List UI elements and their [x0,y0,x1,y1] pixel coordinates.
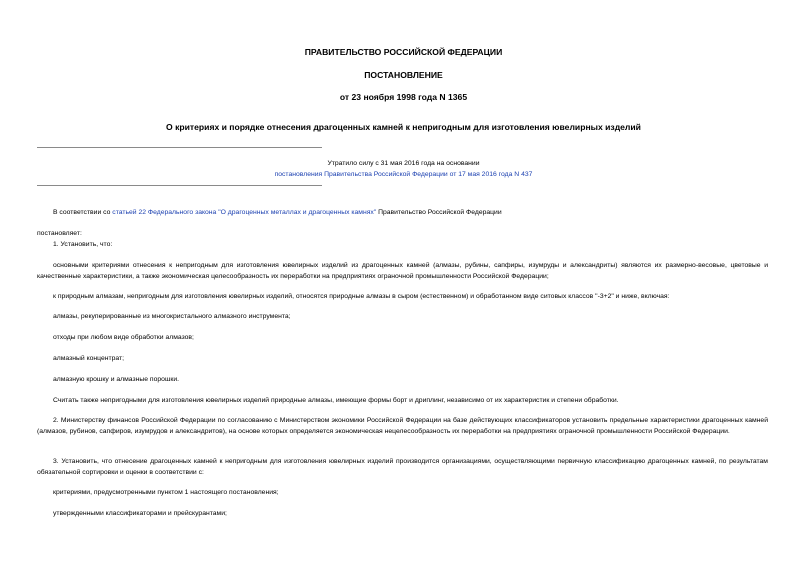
clause-3-criteria: критериями, предусмотренными пунктом 1 настоящего постановления; [53,489,279,496]
clause-1-powders: алмазную крошку и алмазные порошки. [53,376,180,383]
clause-2: 2. Министерству финансов Российской Федерации по согласованию с Министерством экономики Российской Федерации на базе действующих классификаторов установить предельные характеристики драгоценных камней (алмазов, рубинов, сапфиров, изумрудов и александритов), на основе которых определяется экономическая нецелесообразность их переработки на предприятиях ограночной промышленности Российской Федерации. [37,417,768,435]
preamble [37,208,768,219]
clause-3-classifiers: утвержденными классификаторами и прейскурантами; [53,510,227,517]
divider-bottom [37,185,322,186]
preamble-text-end: Правительство Российской Федерации [376,209,502,216]
clause-1-natural-diamonds: к природным алмазам, непригодным для изготовления ювелирных изделий, относятся природные алмазы в сыром (естественном) и обработанном виде ситовых классов "-3+2" и ниже, включая: [53,293,670,300]
clause-1-recovered-diamonds: алмазы, рекуперированные из многокристального алмазного инструмента; [53,313,291,320]
repeal-decree-link[interactable]: постановления Правительства Российской Федерации от 17 мая 2016 года N 437 [274,171,533,178]
clause-1-bort: Считать также непригодными для изготовления ювелирных изделий природные алмазы, имеющие формы борт и дриплинг, независимо от их характеристик и степени обработки. [53,397,619,404]
divider-top [37,147,322,148]
federal-law-link[interactable]: статьей 22 Федерального закона "О драгоценных металлах и драгоценных камнях" [112,209,377,216]
clause-3: 3. Установить, что отнесение драгоценных камней к непригодным для изготовления ювелирных изделий производится организациями, осуществляющими первичную классификацию драгоценных камней, по результатам обязательной сортировки и оценки в соответствии с: [37,458,768,476]
government-heading: ПРАВИТЕЛЬСТВО РОССИЙСКОЙ ФЕДЕРАЦИИ [304,47,503,57]
preamble-text-start: В соответствии со [53,209,113,216]
clause-1-concentrate: алмазный концентрат; [53,355,125,362]
decree-word: постановляет: [37,230,82,237]
document-date: от 23 ноября 1998 года N 1365 [339,92,468,102]
document-type: ПОСТАНОВЛЕНИЕ [364,70,443,80]
clause-1-waste: отходы при любом виде обработки алмазов; [53,334,194,341]
status-link-line [0,169,807,180]
clause-1-criteria: основными критериями отнесения к непригодным для изготовления ювелирных изделий из драгоценных камней (алмазы, рубины, сапфиры, изумруды и александриты) являются их размерно-весовые, цветовые и качественные характеристики, а также экономическая целесообразность их переработки на предприятиях ограночной промышленности Российской Федерации; [37,262,768,280]
status-line: Утратило силу с 31 мая 2016 года на основании [327,160,480,167]
clause-1: 1. Установить, что: [53,241,113,248]
document-title: О критериях и порядке отнесения драгоценных камней к непригодным для изготовления ювелирных изделий [166,122,641,132]
